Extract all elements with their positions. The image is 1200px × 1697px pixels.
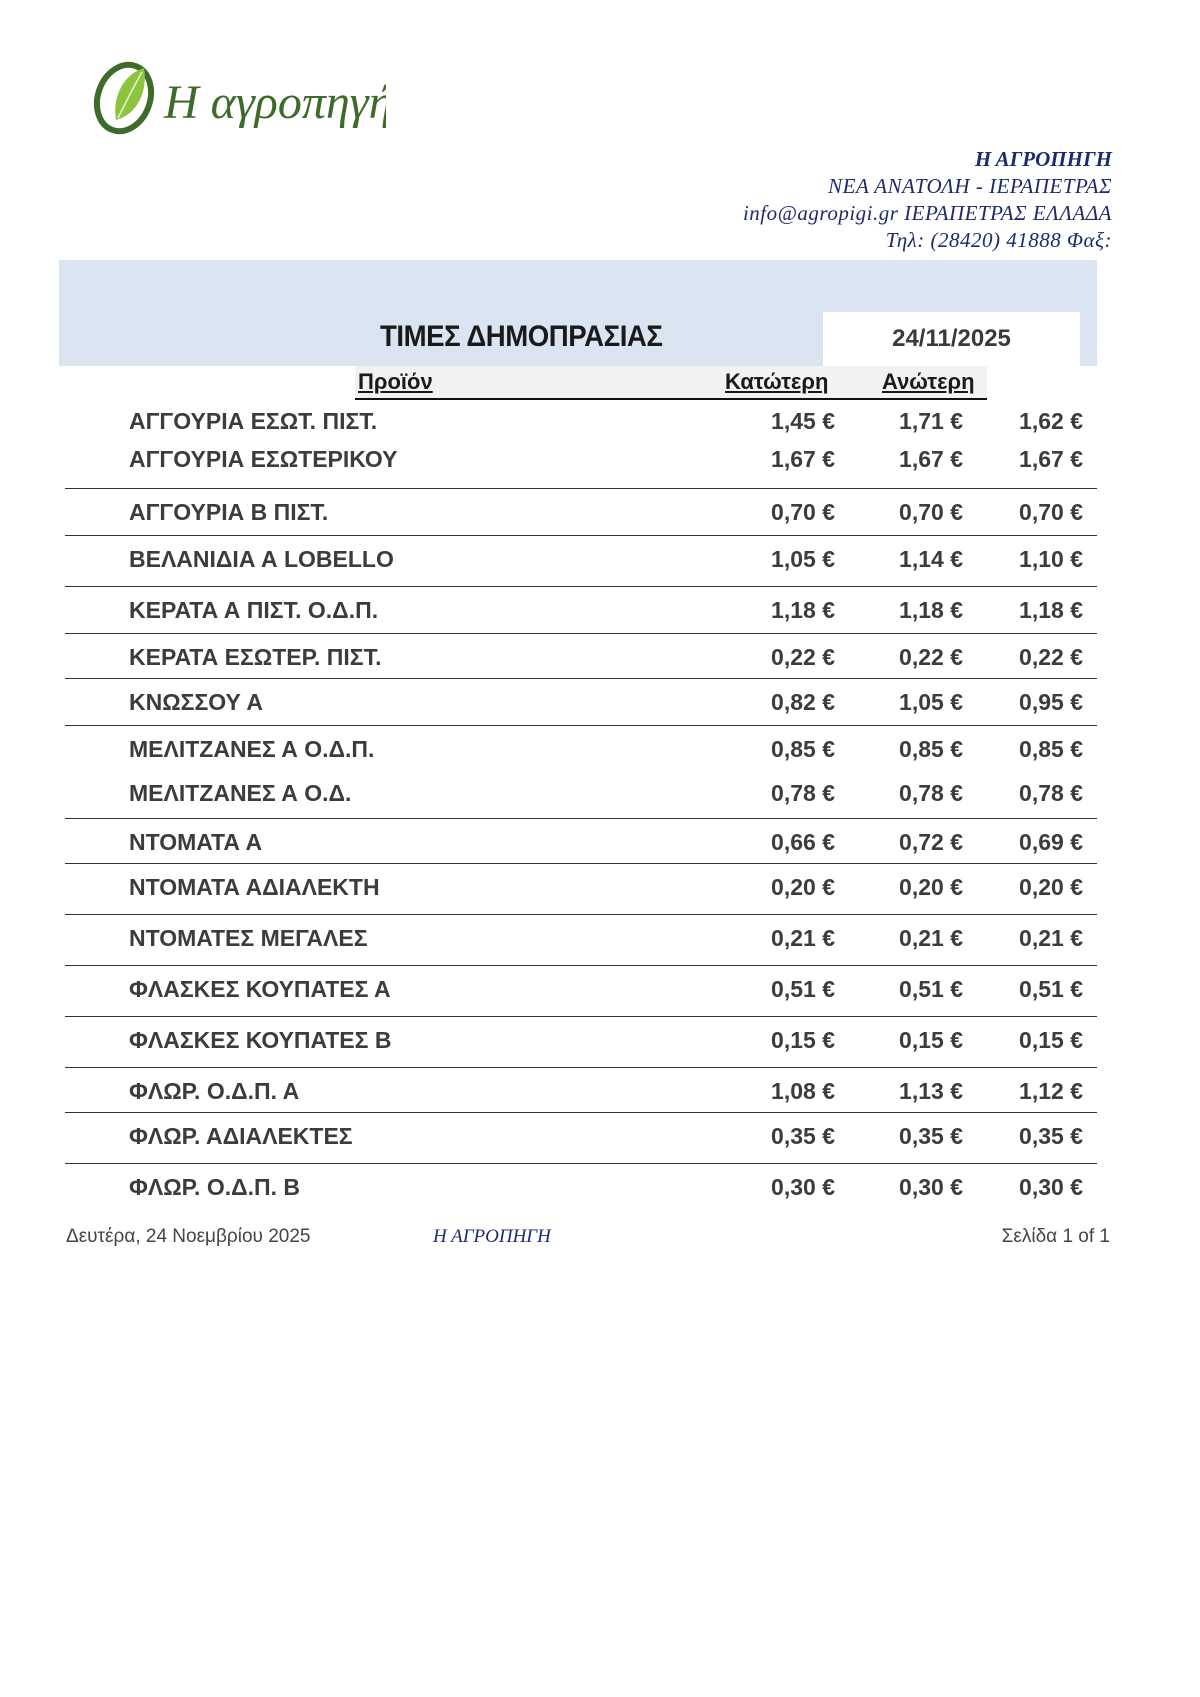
- price-avg: 0,35 €: [1019, 1123, 1083, 1149]
- product-name: ΦΛΑΣΚΕΣ ΚΟΥΠΑΤΕΣ Α: [129, 976, 391, 1002]
- product-name: ΚΕΡΑΤΑ ΕΣΩΤΕΡ. ΠΙΣΤ.: [129, 644, 382, 670]
- product-name: ΝΤΟΜΑΤΑ ΑΔΙΑΛΕΚΤΗ: [129, 874, 380, 900]
- price-high: 1,71 €: [899, 408, 963, 434]
- company-email: info@agropigi.gr ΙΕΡΑΠΕΤΡΑΣ ΕΛΛΑΔΑ: [742, 201, 1112, 225]
- product-name: ΑΓΓΟΥΡΙΑ ΕΣΩΤ. ΠΙΣΤ.: [129, 408, 378, 434]
- price-low: 1,05 €: [771, 546, 835, 572]
- price-low: 0,22 €: [771, 644, 835, 670]
- price-high: 1,18 €: [899, 597, 963, 623]
- company-address: ΝΕΑ ΑΝΑΤΟΛΗ - ΙΕΡΑΠΕΤΡΑΣ: [828, 174, 1112, 198]
- price-low: 0,82 €: [771, 689, 835, 715]
- header-low: Κατώτερη: [725, 369, 829, 394]
- price-avg: 0,51 €: [1019, 976, 1083, 1002]
- table-row: [65, 633, 1097, 678]
- table-row: [65, 586, 1097, 633]
- footer-page-number: Σελίδα 1 of 1: [1001, 1226, 1110, 1247]
- price-high: 0,30 €: [899, 1174, 963, 1200]
- company-phone: Τηλ: (28420) 41888 Φαξ:: [885, 228, 1112, 252]
- price-high: 1,13 €: [899, 1078, 963, 1104]
- header-high: Ανώτερη: [882, 369, 975, 394]
- price-low: 1,18 €: [771, 597, 835, 623]
- price-high: 1,14 €: [899, 546, 963, 572]
- price-low: 0,85 €: [771, 736, 835, 762]
- price-avg: 0,70 €: [1019, 499, 1083, 525]
- price-low: 0,78 €: [771, 780, 835, 806]
- table-row: [65, 1016, 1097, 1067]
- price-avg: 0,21 €: [1019, 925, 1083, 951]
- report-date: 24/11/2025: [823, 312, 1080, 366]
- price-high: 0,20 €: [899, 874, 963, 900]
- price-avg: 0,30 €: [1019, 1174, 1083, 1200]
- price-low: 1,67 €: [771, 446, 835, 472]
- price-avg: 0,69 €: [1019, 829, 1083, 855]
- price-high: 0,22 €: [899, 644, 963, 670]
- table-row: [65, 678, 1097, 725]
- table-row: [65, 770, 1097, 818]
- table-row: [65, 965, 1097, 1016]
- price-low: 0,20 €: [771, 874, 835, 900]
- table-row: [65, 398, 1097, 436]
- price-high: 0,15 €: [899, 1027, 963, 1053]
- product-name: ΒΕΛΑΝΙΔΙΑ Α LOBELLO: [129, 546, 394, 572]
- price-avg: 0,20 €: [1019, 874, 1083, 900]
- header-product: Προϊόν: [358, 369, 433, 394]
- price-low: 0,21 €: [771, 925, 835, 951]
- page-footer: [66, 1226, 1110, 1252]
- price-high: 1,05 €: [899, 689, 963, 715]
- table-row: [65, 914, 1097, 965]
- price-avg: 0,22 €: [1019, 644, 1083, 670]
- product-name: ΦΛΑΣΚΕΣ ΚΟΥΠΑΤΕΣ Β: [129, 1027, 392, 1053]
- price-high: 0,72 €: [899, 829, 963, 855]
- product-name: ΚΝΩΣΣΟΥ Α: [129, 689, 264, 715]
- price-avg: 1,67 €: [1019, 446, 1083, 472]
- price-avg: 1,62 €: [1019, 408, 1083, 434]
- product-name: ΝΤΟΜΑΤΕΣ ΜΕΓΑΛΕΣ: [129, 925, 368, 951]
- logo-text: Η αγροπηγή: [164, 76, 386, 129]
- price-high: 0,51 €: [899, 976, 963, 1002]
- table-row: [65, 535, 1097, 586]
- table-row: [65, 1112, 1097, 1163]
- price-table: [65, 398, 1097, 1208]
- footer-date: Δευτέρα, 24 Νοεμβρίου 2025: [66, 1226, 311, 1247]
- price-high: 0,35 €: [899, 1123, 963, 1149]
- footer-company: Η ΑΓΡΟΠΗΓΗ: [433, 1226, 551, 1247]
- product-name: ΜΕΛΙΤΖΑΝΕΣ Α Ο.Δ.: [129, 780, 352, 806]
- price-high: 0,85 €: [899, 736, 963, 762]
- price-avg: 0,78 €: [1019, 780, 1083, 806]
- product-name: ΝΤΟΜΑΤΑ Α: [129, 829, 263, 855]
- price-high: 1,67 €: [899, 446, 963, 472]
- price-low: 0,30 €: [771, 1174, 835, 1200]
- price-low: 1,45 €: [771, 408, 835, 434]
- product-name: ΦΛΩΡ. Ο.Δ.Π. Α: [129, 1078, 300, 1104]
- price-low: 0,70 €: [771, 499, 835, 525]
- leaf-icon: [86, 56, 386, 146]
- price-low: 0,35 €: [771, 1123, 835, 1149]
- price-low: 0,66 €: [771, 829, 835, 855]
- product-name: ΚΕΡΑΤΑ Α ΠΙΣΤ. Ο.Δ.Π.: [129, 597, 379, 623]
- product-name: ΜΕΛΙΤΖΑΝΕΣ Α Ο.Δ.Π.: [129, 736, 375, 762]
- table-row: [65, 1163, 1097, 1208]
- table-row: [65, 725, 1097, 770]
- product-name: ΑΓΓΟΥΡΙΑ ΕΣΩΤΕΡΙΚΟΥ: [129, 446, 398, 472]
- price-avg: 0,15 €: [1019, 1027, 1083, 1053]
- price-high: 0,70 €: [899, 499, 963, 525]
- table-row: [65, 863, 1097, 914]
- page-title: ΤΙΜΕΣ ΔΗΜΟΠΡΑΣΙΑΣ: [380, 320, 663, 353]
- company-info: [743, 146, 1112, 254]
- company-logo: [86, 56, 386, 146]
- price-low: 0,15 €: [771, 1027, 835, 1053]
- price-avg: 0,95 €: [1019, 689, 1083, 715]
- price-avg: 1,10 €: [1019, 546, 1083, 572]
- table-row: [65, 488, 1097, 535]
- table-row: [65, 436, 1097, 488]
- table-row: [65, 1067, 1097, 1112]
- company-name: Η ΑΓΡΟΠΗΓΗ: [974, 147, 1112, 171]
- product-name: ΦΛΩΡ. Ο.Δ.Π. Β: [129, 1174, 301, 1200]
- price-avg: 1,18 €: [1019, 597, 1083, 623]
- price-low: 1,08 €: [771, 1078, 835, 1104]
- price-high: 0,21 €: [899, 925, 963, 951]
- price-avg: 1,12 €: [1019, 1078, 1083, 1104]
- price-high: 0,78 €: [899, 780, 963, 806]
- price-avg: 0,85 €: [1019, 736, 1083, 762]
- product-name: ΑΓΓΟΥΡΙΑ Β ΠΙΣΤ.: [129, 499, 329, 525]
- price-low: 0,51 €: [771, 976, 835, 1002]
- column-headers: [355, 366, 987, 400]
- table-row: [65, 818, 1097, 863]
- product-name: ΦΛΩΡ. ΑΔΙΑΛΕΚΤΕΣ: [129, 1123, 353, 1149]
